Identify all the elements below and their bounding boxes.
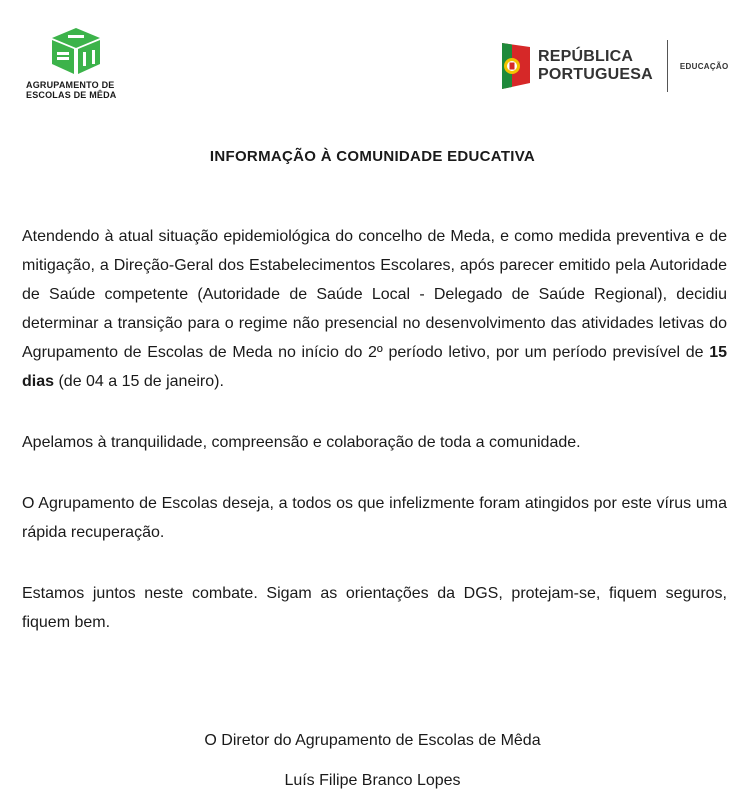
school-logo-icon <box>48 26 104 76</box>
portuguese-flag-emblem-icon <box>500 41 532 91</box>
paragraph-guidance: Estamos juntos neste combate. Sigam as orientações da DGS, protejam-se, fiquem seguros, fiquem bem. <box>22 585 727 631</box>
paragraph-announcement-text: Atendendo à atual situação epidemiológica do concelho de Meda, e como medida preventiva e de mitigação, a Direção-Geral dos Estabelecimentos Escolares, após parecer emitido pela Autoridade de Saúde competente (Autoridade de Saúde Local - Delegado de Saúde Regional), decidiu determinar a transição para o regime não presencial no desenvolvimento das atividades letivas do Agrupamento de Escolas de Meda no início do 2º período letivo, por um período previsível de <box>22 228 727 361</box>
school-logo <box>26 26 136 100</box>
government-name-line2: PORTUGUESA <box>538 66 653 83</box>
signature-name: Luís Filipe Branco Lopes <box>284 772 461 789</box>
document-title: INFORMAÇÃO À COMUNIDADE EDUCATIVA <box>209 148 536 165</box>
document-body <box>22 222 727 669</box>
paragraph-announcement <box>22 222 727 396</box>
header-divider <box>667 40 668 92</box>
signature-role: O Diretor do Agrupamento de Escolas de Mêda <box>204 732 541 749</box>
duration-highlight: 15 dias <box>22 344 727 390</box>
government-name <box>538 48 653 84</box>
paragraph-appeal: Apelamos à tranquilidade, compreensão e colaboração de toda a comunidade. <box>22 434 581 451</box>
government-logo <box>500 38 729 94</box>
school-logo-text: AGRUPAMENTO DE ESCOLAS DE MÊDA <box>26 80 117 100</box>
paragraph-announcement-dates: (de 04 a 15 de janeiro). <box>54 373 224 390</box>
paragraph-wishes: O Agrupamento de Escolas deseja, a todos os que infelizmente foram atingidos por este vírus uma rápida recuperação. <box>22 495 727 541</box>
government-name-line1: REPÚBLICA <box>538 48 634 65</box>
department-label: EDUCAÇÃO <box>679 61 729 71</box>
